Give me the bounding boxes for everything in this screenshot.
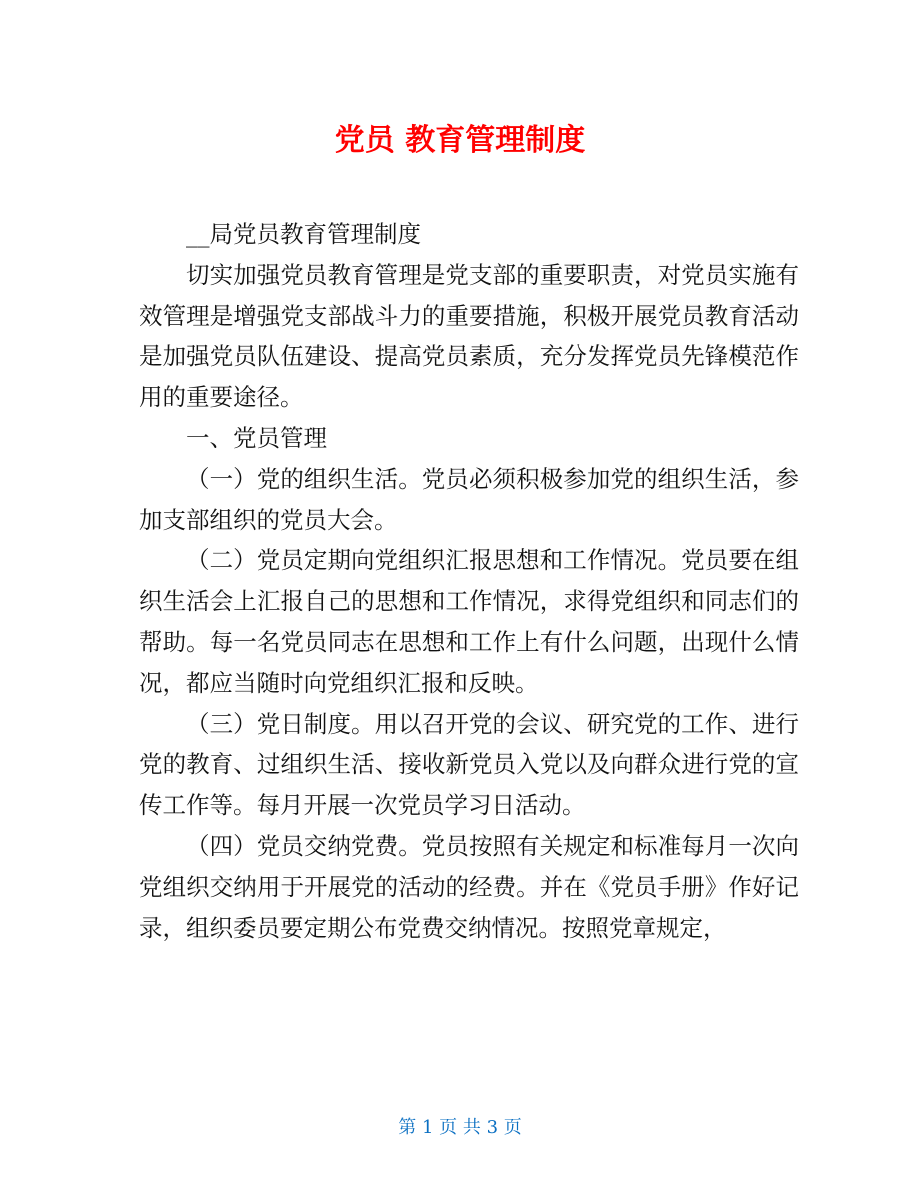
paragraph-item-1: （一）党的组织生活。党员必须积极参加党的组织生活，参加支部组织的党员大会。 bbox=[139, 464, 799, 534]
section-heading: 一、党员管理 bbox=[186, 423, 327, 452]
paragraph-item-3: （三）党日制度。用以召开党的会议、研究党的工作、进行党的教育、过组织生活、接收新党员入党以及向群众进行党的宣传工作等。每月开展一次党员学习日活动。 bbox=[139, 709, 799, 820]
paragraph-item-4: （四）党员交纳党费。党员按照有关规定和标准每月一次向党组织交纳用于开展党的活动的经费。并在《党员手册》作好记录，组织委员要定期公布党费交纳情况。按照党章规定， bbox=[139, 831, 799, 942]
document-title: 党员 教育管理制度 bbox=[334, 123, 586, 158]
page-footer: 第 1 页 共 3 页 bbox=[398, 1117, 522, 1138]
paragraph-intro: 切实加强党员教育管理是党支部的重要职责，对党员实施有效管理是增强党支部战斗力的重要措施，积极开展党员教育活动是加强党员队伍建设、提高党员素质，充分发挥党员先锋模范作用的重要途径。 bbox=[139, 260, 799, 412]
document-body bbox=[139, 214, 799, 948]
paragraph-item-2: （二）党员定期向党组织汇报思想和工作情况。党员要在组织生活会上汇报自己的思想和工作情况，求得党组织和同志们的帮助。每一名党员同志在思想和工作上有什么问题，出现什么情况，都应当随时向党组织汇报和反映。 bbox=[139, 546, 799, 697]
paragraph-subtitle: __局党员教育管理制度 bbox=[186, 220, 421, 248]
